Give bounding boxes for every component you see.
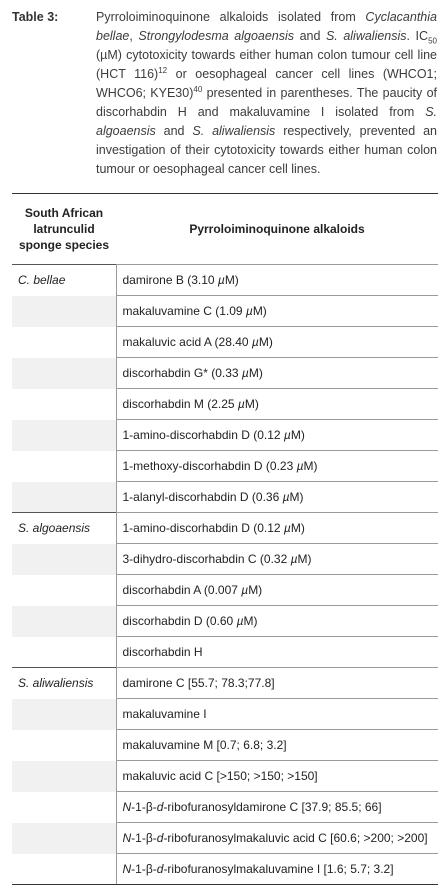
species-cell bbox=[12, 358, 116, 389]
table-caption bbox=[12, 8, 437, 179]
alkaloid-cell: damirone C [55.7; 78.3;77.8] bbox=[116, 668, 438, 699]
species-cell bbox=[12, 327, 116, 358]
species-cell bbox=[12, 761, 116, 792]
table-header-row bbox=[12, 194, 438, 265]
table-row bbox=[12, 296, 438, 327]
alkaloid-cell: makaluvamine C (1.09 µM) bbox=[116, 296, 438, 327]
table-row bbox=[12, 451, 438, 482]
alkaloid-cell: N-1-β-d-ribofuranosylmakaluvamine I [1.6; 5.7; 3.2] bbox=[116, 854, 438, 885]
species-cell: S. algoaensis bbox=[12, 513, 116, 544]
alkaloid-cell: discorhabdin D (0.60 µM) bbox=[116, 606, 438, 637]
table-row bbox=[12, 792, 438, 823]
species-cell bbox=[12, 482, 116, 513]
alkaloid-cell: discorhabdin G* (0.33 µM) bbox=[116, 358, 438, 389]
header-species: South African latrunculid sponge species bbox=[18, 206, 110, 252]
alkaloid-cell: 3-dihydro-discorhabdin C (0.32 µM) bbox=[116, 544, 438, 575]
table-row bbox=[12, 668, 438, 699]
alkaloid-cell: discorhabdin H bbox=[116, 637, 438, 668]
alkaloid-table bbox=[12, 193, 438, 885]
species-cell bbox=[12, 451, 116, 482]
species-cell bbox=[12, 544, 116, 575]
species-cell: C. bellae bbox=[12, 265, 116, 296]
species-cell bbox=[12, 823, 116, 854]
table-row bbox=[12, 420, 438, 451]
species-cell bbox=[12, 575, 116, 606]
species-cell bbox=[12, 296, 116, 327]
table-body bbox=[12, 265, 438, 885]
table-row bbox=[12, 761, 438, 792]
alkaloid-cell: 1-amino-discorhabdin D (0.12 µM) bbox=[116, 513, 438, 544]
caption-text: Pyrroloiminoquinone alkaloids isolated from Cyclacanthia bellae, Strongylodesma algoaensis and S. aliwaliensis. $IC_{50}$ (µM) cytotoxicity towards either human colon tumour cell line (HCT 116)$^{12}$ or oesophageal cancer cell lines (WHCO1; WHCO6; KYE30)$^{40}$ presented in parentheses. The paucity of discorhabdin H and makaluvamine I isolated from S. algoaensis and S. aliwaliensis respectively, prevented an investigation of their cytotoxicity towards either human colon tumour or oesophageal cancer cell lines. bbox=[96, 10, 437, 176]
alkaloid-cell: 1-alanyl-discorhabdin D (0.36 µM) bbox=[116, 482, 438, 513]
header-alkaloids: Pyrroloiminoquinone alkaloids bbox=[189, 222, 365, 236]
caption-label: Table 3: bbox=[12, 10, 59, 24]
species-cell bbox=[12, 854, 116, 885]
alkaloid-cell: N-1-β-d-ribofuranosyldamirone C [37.9; 85.5; 66] bbox=[116, 792, 438, 823]
alkaloid-cell: makaluvamine M [0.7; 6.8; 3.2] bbox=[116, 730, 438, 761]
alkaloid-cell: 1-methoxy-discorhabdin D (0.23 µM) bbox=[116, 451, 438, 482]
table-row bbox=[12, 513, 438, 544]
species-cell bbox=[12, 420, 116, 451]
table-row bbox=[12, 699, 438, 730]
table-row bbox=[12, 637, 438, 668]
alkaloid-cell: discorhabdin M (2.25 µM) bbox=[116, 389, 438, 420]
table-row bbox=[12, 606, 438, 637]
alkaloid-cell: 1-amino-discorhabdin D (0.12 µM) bbox=[116, 420, 438, 451]
table-row bbox=[12, 265, 438, 296]
table-row bbox=[12, 544, 438, 575]
species-cell bbox=[12, 637, 116, 668]
alkaloid-cell: damirone B (3.10 µM) bbox=[116, 265, 438, 296]
table-row bbox=[12, 358, 438, 389]
species-cell bbox=[12, 730, 116, 761]
table-row bbox=[12, 730, 438, 761]
table-row bbox=[12, 389, 438, 420]
alkaloid-cell: makaluvic acid C [>150; >150; >150] bbox=[116, 761, 438, 792]
alkaloid-cell: discorhabdin A (0.007 µM) bbox=[116, 575, 438, 606]
table-row bbox=[12, 823, 438, 854]
species-cell bbox=[12, 389, 116, 420]
alkaloid-cell: makaluvamine I bbox=[116, 699, 438, 730]
alkaloid-cell: N-1-β-d-ribofuranosylmakaluvic acid C [60.6; >200; >200] bbox=[116, 823, 438, 854]
species-cell bbox=[12, 699, 116, 730]
table-row bbox=[12, 575, 438, 606]
alkaloid-cell: makaluvic acid A (28.40 µM) bbox=[116, 327, 438, 358]
table-row bbox=[12, 327, 438, 358]
species-cell bbox=[12, 606, 116, 637]
table-row bbox=[12, 854, 438, 885]
species-cell bbox=[12, 792, 116, 823]
species-cell: S. aliwaliensis bbox=[12, 668, 116, 699]
table-row bbox=[12, 482, 438, 513]
